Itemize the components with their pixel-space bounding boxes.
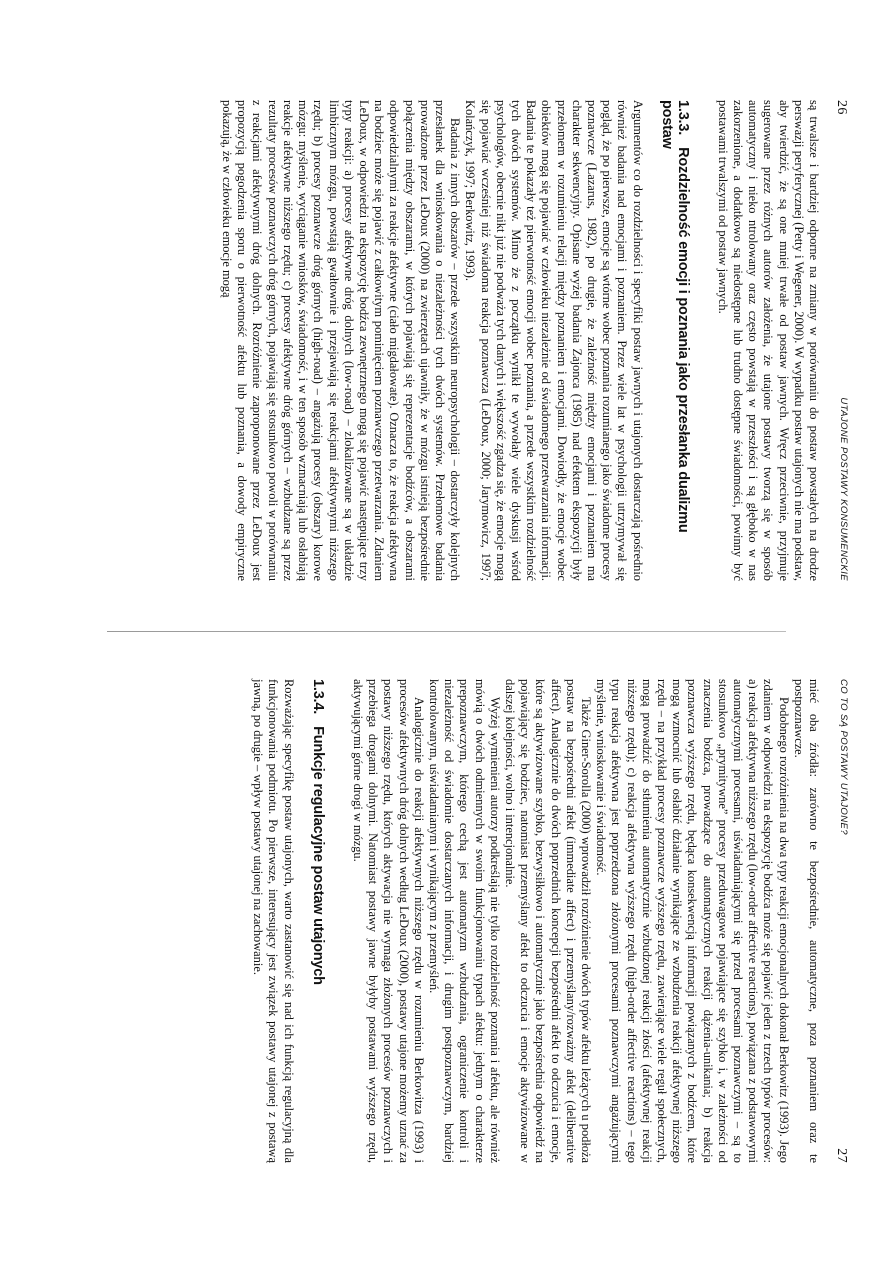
section-title: Funkcje regulacyjne postaw utajonych xyxy=(309,726,326,985)
running-head: CO TO SĄ POSTAWY UTAJONE? xyxy=(838,679,849,835)
paragraph: Analogicznie do reakcji afektywnych niższego rzędu w rozumieniu Berkowitza (1993) i procesów afektywnych dróg dolnych według LeDoux (2000), postawy utajone możemy uznać za postawy niższego rzędu, których aktywacja nie wymaga złożonych procesów poznawczych i przebiega drogami dolnymi. Natomiast postawy jawne byłyby postawami wyższego rzędu, aktywującymi górne drogi w mózgu. xyxy=(350,679,426,1163)
section-title: Rozdzielność emocji i poznania jako przesłanka dualizmu postaw xyxy=(658,100,691,533)
left-page xyxy=(0,0,893,631)
paragraph: Rozważając specyfikę postaw utajonych, warto zastanowić się nad ich funkcją regulacyjną dla funkcjonowania podmiotu. Po pierwsze, interesujący jest związek postawy utajonej z postawą jawną, po drugie – wpływ postawy utajonej na zachowanie. xyxy=(251,679,296,1163)
paragraph: mieć oba źródła: zarówno te bezpośrednie, automatyczne, poza poznaniem oraz te postpoznawcze. xyxy=(791,679,821,1163)
running-head: UTAJONE POSTAWY KONSUMENCKIE xyxy=(838,397,849,581)
paragraph: Badania z innych obszarów – przede wszystkim neuropsychologii – dostarczyły kolejnych przesłanek dla wnioskowania o niezależności tych dwóch systemów. Przełomowe badania prowadzone przez LeDoux (2000) na zwierzętach ujawniły, że w mózgu istnieją bezpośrednie połączenia między obszarami, w których pojawiają się reprezentacje bodźców, a obszarami odpowiedzialnymi za reakcje afektywne (ciało migdałowate). Oznacza to, że reakcja afektywna na bodziec może się pojawić z całkowitym pominięciem poznawczego przetwarzania. Zdaniem LeDoux, w odpowiedzi na ekspozycję bodźca zewnętrznego mogą się pojawić następujące trzy typy reakcji: a) procesy afektywne dróg dolnych (low-road) – zlokalizowane są w układzie limbicznym mózgu, powstają gwałtownie i przejawiają się reakcjami afektywnymi niższego rzędu; b) procesy poznawcze dróg górnych (high-road) – angażują procesy (obszary) korowe mózgu: myślenie, wyciąganie wniosków, świadomość, i w ten sposób wzmacniają lub osłabiają reakcje afektywne niższego rzędu; c) procesy afektywne dróg górnych – wzbudzane są przez rezultaty procesów poznawczych dróg górnych, pojawiają się stosunkowo powoli w porównaniu z reakcjami afektywnymi dróg dolnych. Rozróżnienie zaproponowane przez LeDoux jest propozycją pogodzenia sporu o pierwotność afektu lub poznania, a dowody empiryczne pokazują, że w człowieku emocje mogą xyxy=(220,100,463,581)
section-number: 1.3.4. xyxy=(309,679,326,715)
paragraph: Argumentów co do rozdzielności i specyfiki postaw jawnych i utajonych dostarczają pośrednio również badania nad emocjami i poznaniem. Przez wiele lat w psychologii utrzymywał się pogląd, że po pierwsze, emocje są wtórne wobec poznania rozumianego jako świadome procesy poznawcze (Lazarus, 1982), po drugie, że zależność między emocjami i poznaniem ma charakter sekwencyjny. Opisane wyżej badania Zajonca (1985) nad efektem ekspozycji były przełomem w rozumieniu relacji między poznaniem i emocjami. Dowiodły, że emocje wobec obiektów mogą się pojawiać w człowieku niezależnie od świadomego przetwarzania informacji. Badania te pokazały też pierwotność emocji wobec poznania, a przede wszystkim rozdzielność tych dwóch systemów. Mimo że z początku wynikł te wywołały wiele dyskusji wśród psychologów, obecnie nikt już nie podważa tych danych i większość zgadza się, że emocje mogą się pojawiać wcześniej niż świadoma reakcja poznawcza (LeDoux, 2000; Jarymowicz, 1997; Kolańczyk, 1997; Berkowitz, 1993). xyxy=(463,100,645,581)
paragraph: Podobnego rozróżnienia na dwa typy reakcji emocjonalnych dokonał Berkowitz (1993). Jego zdaniem w odpowiedzi na ekspozycję bodźca może się pojawić jeden z trzech typów procesów: a) reakcja afektywna niższego rzędu (low-order affective reactions), powiązana z podstawowymi automatycznymi procesami, uświadamiającymi się przed procesami poznawczymi – są to stosunkowo „prymitywne” procesy przeduwagowe pojawiające się szybko i, w zależności od znaczenia bodźca, prowadzące do automatycznych reakcji dążenia-unikania; b) reakcja poznawcza wyższego rzędu, będąca konsekwencją informacji powiązanych z bodźcem, które mogą wzmocnić lub osłabić działanie wynikające ze wzbudzenia reakcji afektywnej niższego rzędu – na przykład procesy poznawcze wyższego rzędu, zawierające wiele reguł społecznych, mogą prowadzić do stłumienia automatycznie wzbudzonej reakcji złości (afektywnej reakcji niższego rzędu); c) reakcja afektywna wyższego rzędu (high-order affective reactions) – tego typu reakcja afektywna jest poprzedzona złożonymi procesami poznawczymi angażującymi myślenie, wnioskowanie i świadomość. xyxy=(594,679,791,1163)
intro-paragraph: są trwalsze i bardziej odporne na zmiany w porównaniu do postaw powstałych na drodze perswazji peryferycznej (Petty i Wegener, 2000). W wypadku postaw utajonych nie ma podstaw, aby twierdzić, że są one mniej trwałe od postaw jawnych. Wręcz przeciwnie, przyjmuje sugerowane przez różnych autorów założenia, że utajone postawy tworzą się w sposób automatyczny i nieko ntrolowany oraz często powstają w przeszłości i są głęboko w nas zakorzenione, a dodatkowo są niedostępne lub trudno dostępne świadomości, powinny być postawami trwalszymi od postaw jawnych. xyxy=(715,100,821,581)
section-heading xyxy=(310,679,326,1163)
page-number: 26 xyxy=(834,100,849,115)
section-number: 1.3.3. xyxy=(674,100,691,136)
page-number: 27 xyxy=(834,1148,849,1163)
right-page xyxy=(0,631,893,1263)
section-heading xyxy=(659,100,691,581)
paragraph: Także Giner-Sorolla (2000) wprowadził rozróżnienie dwóch typów afektu leżących u podłoża postaw na bezpośredni afekt (immediate affect) i przemyślany/rozważny afekt (deliberative affect). Analogicznie do dwóch poprzednich koncepcji bezpośredni afekt to odczucia i emocje, które są aktywizowane szybko, bezwysiłkowo i automatycznie jako bezpośrednia odpowiedź na pojawiający się bodziec, natomiast przemyślany afekt to odczucia i emocje aktywizowane w dalszej kolejności, wolno i intencjonalnie. xyxy=(502,679,593,1163)
paragraph: Wyżej wymienieni autorzy podkreślają nie tylko rozdzielność poznania i afektu, ale również mówią o dwóch odmiennych w swoim funkcjonowaniu typach afektu: jednym o charakterze prepoznawczym, którego cechą jest automatyzm wzbudzania, ograniczenie kontroli i niezależność od świadomie dostarczanych informacji, i drugim postpoznawczym, bardziej kontrolowanym, uświadamianym i wynikającym z przemyśleń. xyxy=(426,679,502,1163)
